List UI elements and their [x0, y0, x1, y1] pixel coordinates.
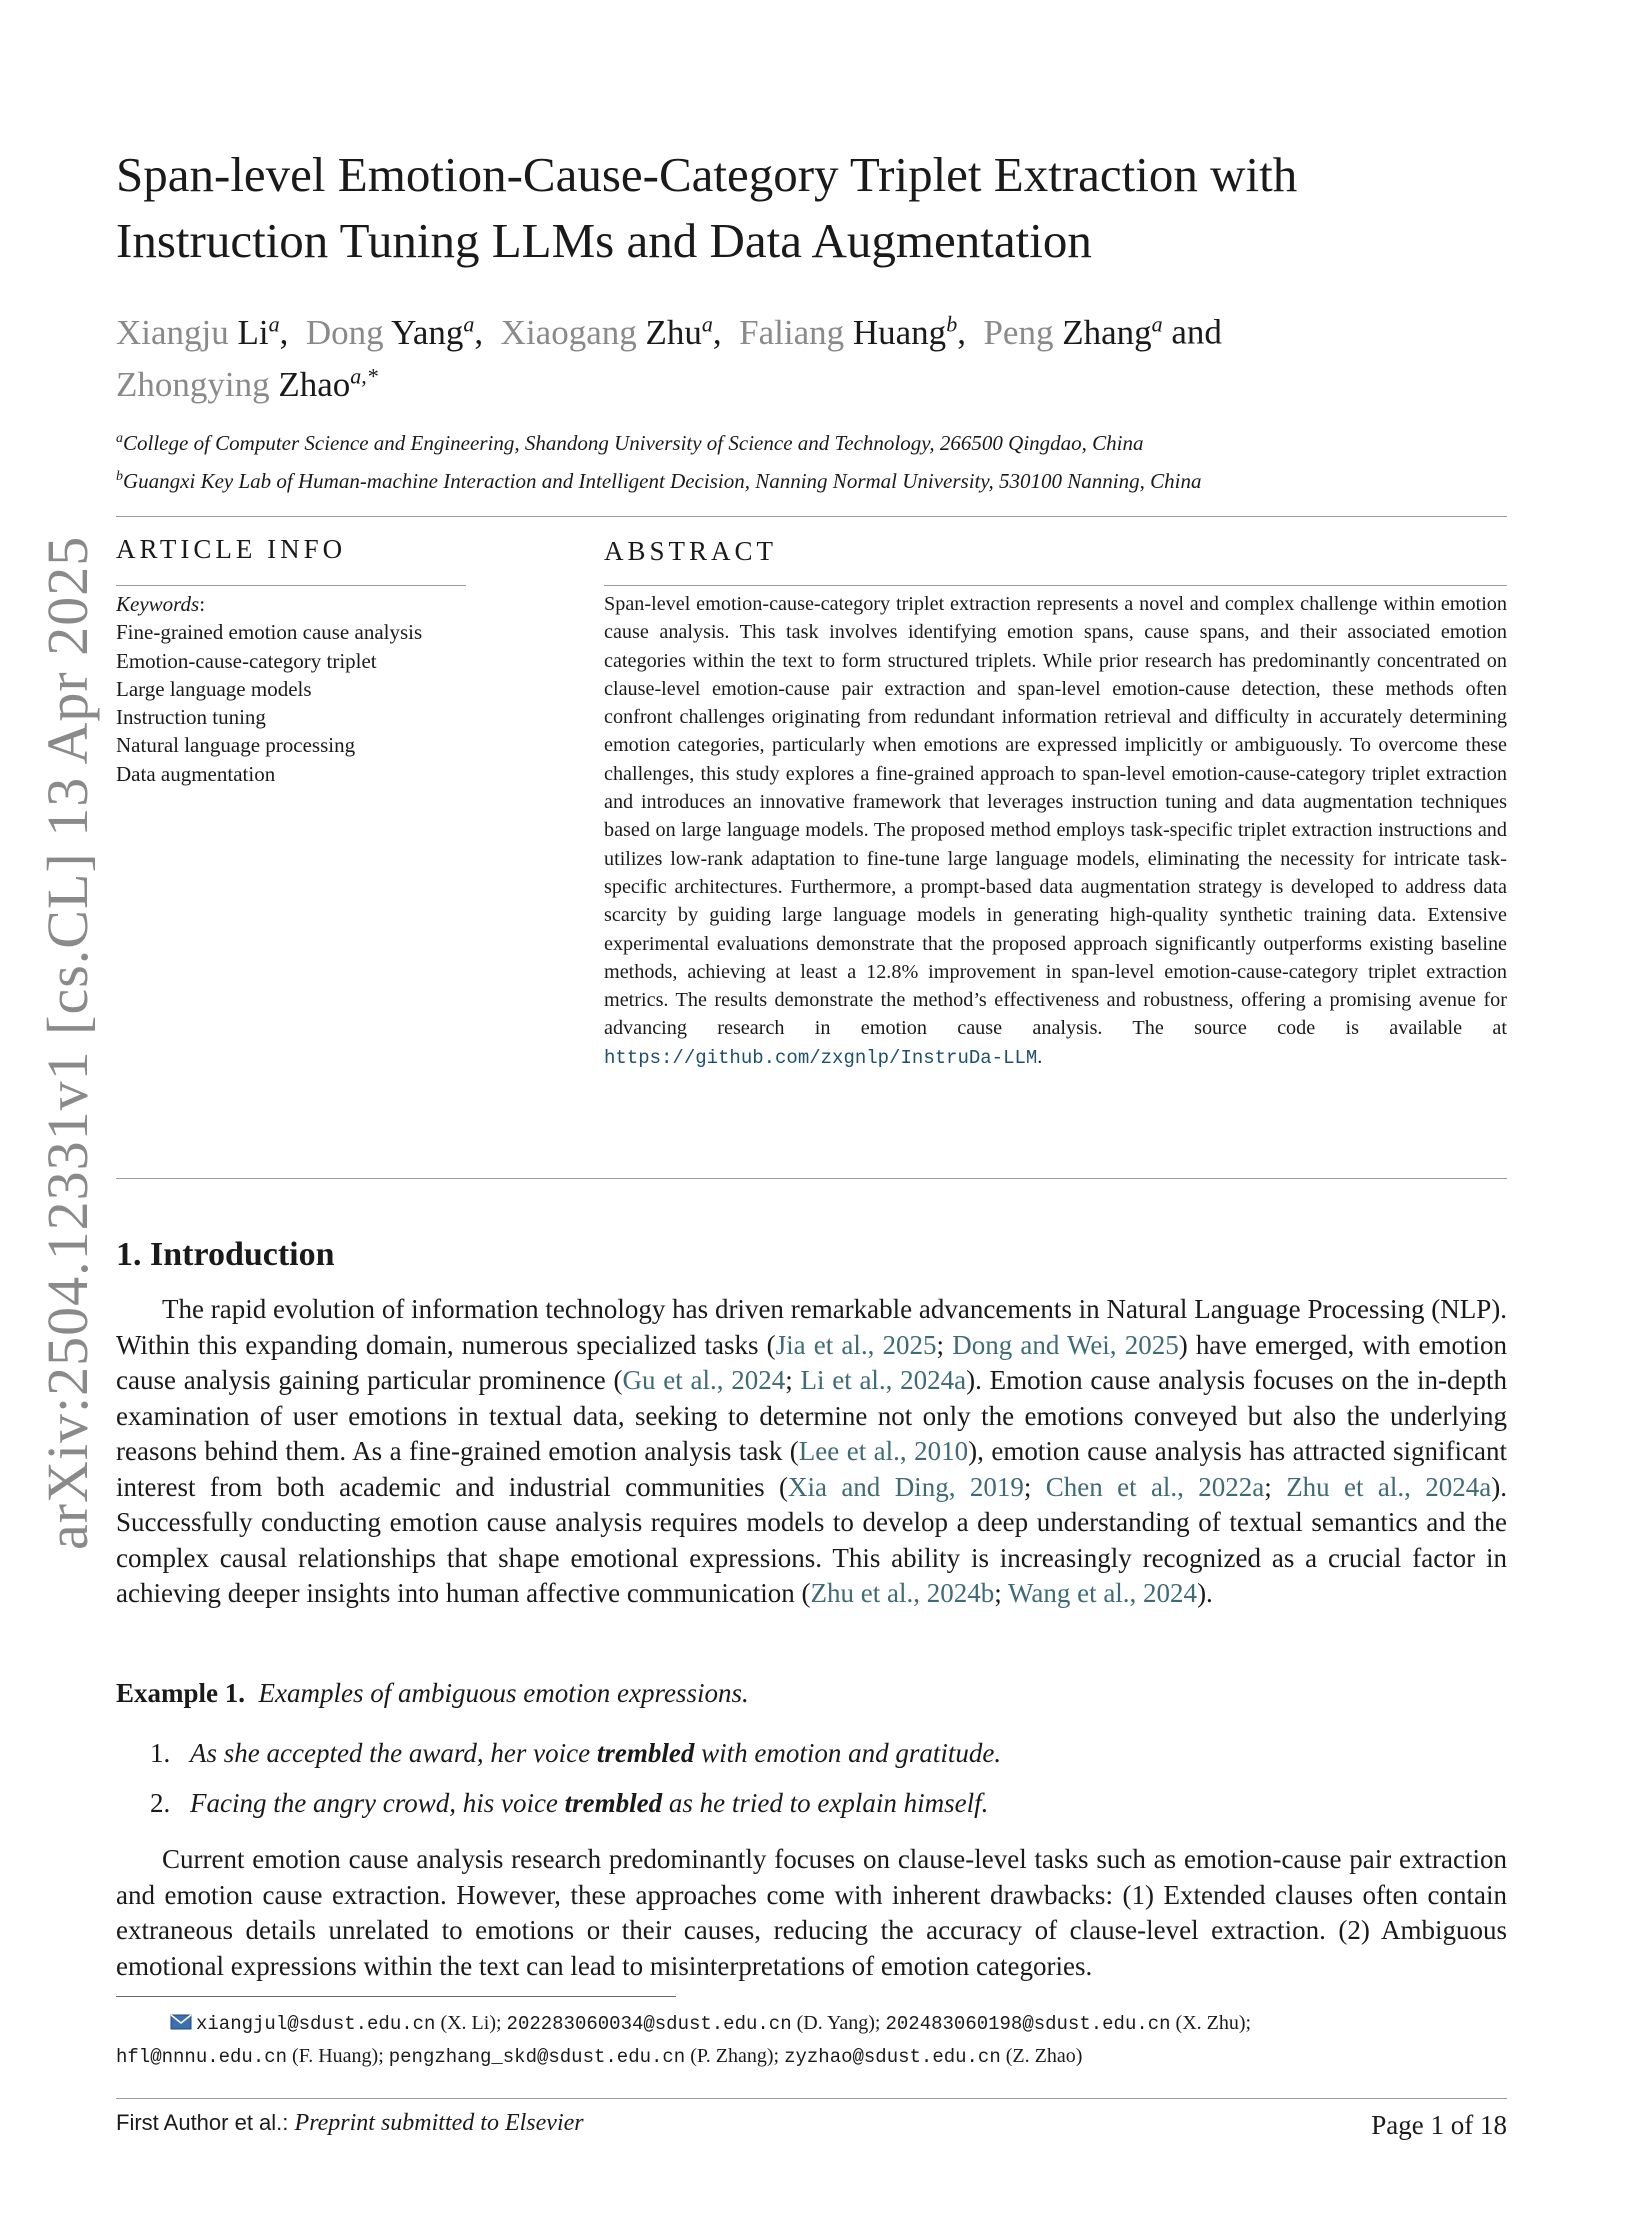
author-list: Xiangju Li$^a$, Dong Yang$^a$, Xiaogang Zhu$^a$, Faliang Huang$^b$, Peng Zhang$^a$ and Zhongying Zhao$^{a,*}$ — [116, 311, 1222, 405]
author: Xiaogang Zhu$^a$ — [500, 311, 713, 352]
citation-link[interactable]: Lee et al., 2010 — [798, 1436, 969, 1466]
citation-link[interactable]: Zhu et al., 2024a — [1286, 1471, 1492, 1502]
email-link[interactable]: 202283060034@sdust.edu.cn — [506, 2013, 792, 2035]
email-link[interactable]: zyzhao@sdust.edu.cn — [784, 2046, 1001, 2068]
citation-link[interactable]: Zhu et al., 2024b — [810, 1578, 995, 1608]
citation-link[interactable]: Jia et al., 2025 — [775, 1329, 937, 1360]
envelope-icon — [170, 2010, 192, 2041]
keyword: Emotion-cause-category triplet — [116, 648, 377, 673]
citation-link[interactable]: Dong and Wei, 2025 — [952, 1329, 1179, 1360]
divider — [604, 585, 1507, 586]
list-item: 2. Facing the angry crowd, his voice trembled as he tried to explain himself. — [150, 1788, 989, 1818]
keyword: Instruction tuning — [116, 705, 266, 730]
example-caption: Example 1. Examples of ambiguous emotion expressions. — [116, 1678, 749, 1708]
author: Xiangju Li$^a$ — [116, 311, 280, 352]
running-footer: First Author et al.: Preprint submitted to Elsevier — [116, 2110, 584, 2136]
footer-divider — [116, 2098, 1507, 2099]
citation-link[interactable]: Xia and Ding, 2019 — [787, 1471, 1024, 1502]
email-link[interactable]: pengzhang_skd@sdust.edu.cn — [388, 2046, 686, 2068]
affiliation: $^a$College of Computer Science and Engineering, Shandong University of Science and Technology, 266500 Qingdao, China — [116, 431, 1144, 455]
email-link[interactable]: xiangjul@sdust.edu.cn — [196, 2013, 436, 2035]
citation-link[interactable]: Chen et al., 2022a — [1045, 1471, 1265, 1502]
arxiv-identifier: arXiv:2504.12331v1 [cs.CL] 13 Apr 2025 — [35, 535, 100, 1550]
paper-title — [116, 142, 1496, 274]
keyword: Natural language processing — [116, 733, 356, 758]
author: Peng Zhang$^a$ — [983, 311, 1163, 352]
citation-link[interactable]: Wang et al., 2024 — [1008, 1578, 1198, 1608]
keyword: Data augmentation — [116, 761, 276, 786]
intro-paragraph-1: The rapid evolution of information technology has driven remarkable advancements in Natural Language Processing (NLP). Within this expanding domain, numerous specialized tasks (Jia et al., 2025; Dong and Wei, 2025) have emerged, with emotion cause analysis gaining particular prominence (Gu et al., 2024; Li et al., 2024a). Emotion cause analysis focuses on the in-depth examination of user emotions in textual data, seeking to determine not only the emotions conveyed but also the underlying reasons behind them. As a fine-grained emotion analysis task (Lee et al., 2010), emotion cause analysis has attracted significant interest from both academic and industrial communities (Xia and Ding, 2019; Chen et al., 2022a; Zhu et al., 2024a). Successfully conducting emotion cause analysis requires models to develop a deep understanding of textual semantics and the complex causal relationships that shape emotional expressions. This ability is increasingly recognized as a crucial factor in achieving deeper insights into human affective communication (Zhu et al., 2024b; Wang et al., 2024). — [116, 1294, 1508, 1608]
keyword: Fine-grained emotion cause analysis — [116, 620, 423, 645]
list-item: 1. As she accepted the award, her voice trembled with emotion and gratitude. — [150, 1738, 1002, 1768]
email-footnote: xiangjul@sdust.edu.cn (X. Li); 202283060034@sdust.edu.cn (D. Yang); 202483060198@sdust.edu.cn (X. Zhu); hfl@nnnu.edu.cn (F. Huang); pengzhang_skd@sdust.edu.cn (P. Zhang); zyzhao@sdust.edu.cn (Z. Zhao) — [116, 2012, 1252, 2068]
divider — [116, 516, 1507, 517]
divider — [116, 1178, 1507, 1179]
email-link[interactable]: hfl@nnnu.edu.cn — [116, 2046, 288, 2068]
article-info-heading: ARTICLE INFO — [116, 534, 347, 564]
citation-link[interactable]: Gu et al., 2024 — [622, 1365, 786, 1395]
abstract-heading: ABSTRACT — [604, 536, 778, 566]
affiliation: $^b$Guangxi Key Lab of Human-machine Interaction and Intelligent Decision, Nanning Normal University, 530100 Nanning, China — [116, 469, 1202, 493]
source-code-link[interactable]: https://github.com/zxgnlp/InstruDa-LLM — [604, 1046, 1038, 1069]
title-line-1: Span-level Emotion-Cause-Category Triplet Extraction with — [116, 147, 1298, 202]
title-line-2: Instruction Tuning LLMs and Data Augmentation — [116, 213, 1092, 268]
author: Zhongying Zhao$^{a,*}$ — [116, 363, 378, 405]
author: Faliang Huang$^b$ — [739, 311, 958, 352]
divider — [116, 585, 466, 586]
section-introduction-heading: 1. Introduction — [116, 1236, 335, 1273]
page-number: Page 1 of 18 — [1371, 2110, 1507, 2140]
email-link[interactable]: 202483060198@sdust.edu.cn — [885, 2013, 1171, 2035]
intro-paragraph-2: Current emotion cause analysis research predominantly focuses on clause-level tasks such as emotion-cause pair extraction and emotion cause extraction. However, these approaches come with inherent drawbacks: (1) Extended clauses often contain extraneous details unrelated to emotions or their causes, reducing the accuracy of clause-level extraction. (2) Ambiguous emotional expressions within the text can lead to misinterpretations of emotion categories. — [116, 1844, 1507, 1981]
keywords-block: Keywords: Fine-grained emotion cause analysis Emotion-cause-category triplet Large language models Instruction tuning Natural language processing Data augmentation — [116, 590, 476, 788]
keywords-label: Keywords — [116, 592, 200, 616]
footnote-divider — [116, 1996, 676, 1997]
keyword: Large language models — [116, 676, 312, 701]
author: Dong Yang$^a$ — [305, 311, 475, 352]
citation-link[interactable]: Li et al., 2024a — [800, 1365, 967, 1395]
example-list — [150, 1728, 1001, 1828]
abstract-text: Span-level emotion-cause-category triplet extraction represents a novel and complex challenge within emotion cause analysis. This task involves identifying emotion spans, cause spans, and their associated emotion categories within the text to form structured triplets. While prior research has predominantly concentrated on clause-level emotion-cause pair extraction and span-level emotion-cause detection, these methods often confront challenges originating from redundant information retrieval and difficulty in accurately determining emotion categories, particularly when emotions are expressed implicitly or ambiguously. To overcome these challenges, this study explores a fine-grained approach to span-level emotion-cause-category triplet extraction and introduces an innovative framework that leverages instruction tuning and data augmentation techniques based on large language models. The proposed method employs task-specific triplet extraction instructions and utilizes low-rank adaptation to fine-tune large language models, eliminating the necessity for intricate task-specific architectures. Furthermore, a prompt-based data augmentation strategy is developed to address data scarcity by guiding large language models in generating high-quality synthetic training data. Extensive experimental evaluations demonstrate that the proposed approach significantly outperforms existing baseline methods, achieving at least a 12.8% improvement in span-level emotion-cause-category triplet extraction metrics. The results demonstrate the method’s effectiveness and robustness, offering a promising avenue for advancing research in emotion cause analysis. The source code is available at https://github.com/zxgnlp/InstruDa-LLM. — [604, 593, 1507, 1069]
affiliations — [116, 422, 1516, 498]
